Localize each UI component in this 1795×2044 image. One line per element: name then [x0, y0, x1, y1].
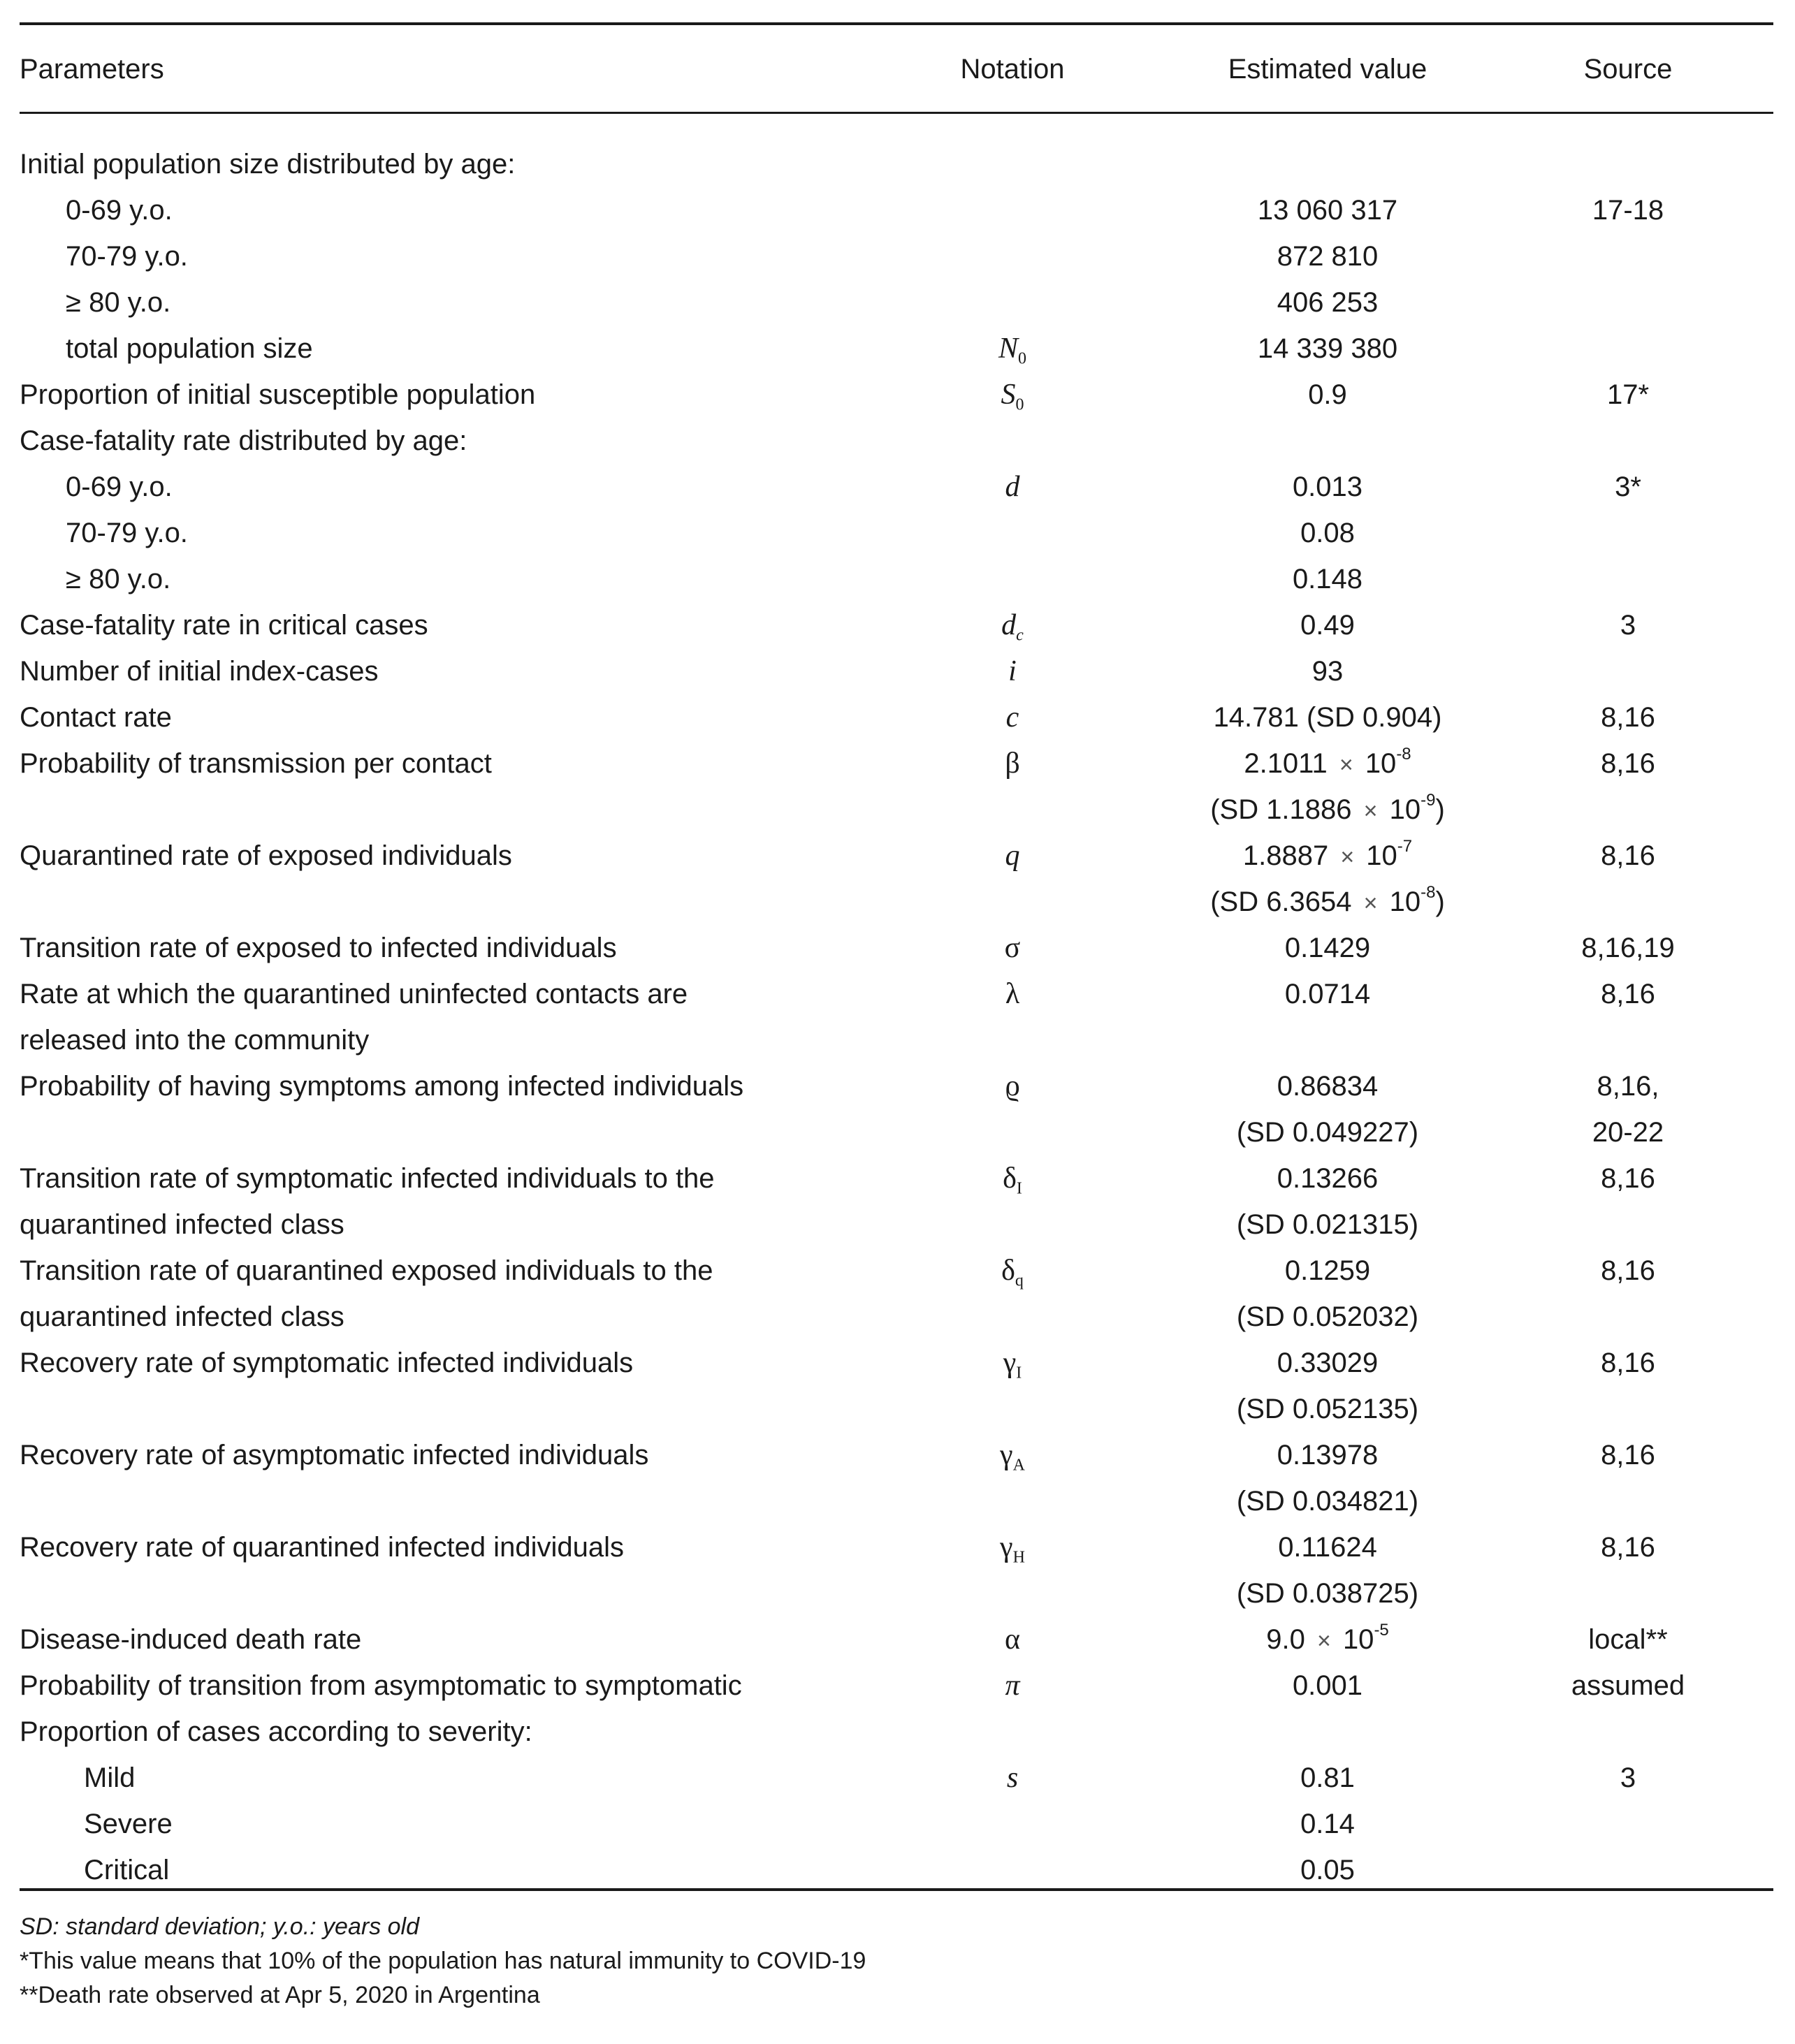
source-ref: 8,16: [1601, 979, 1655, 1009]
table-row: [0, 372, 1795, 418]
table-row-continued: [0, 1478, 1795, 1524]
parameter-label: Recovery rate of quarantined infected individuals: [20, 1532, 624, 1563]
estimated-value: 0.08: [1300, 518, 1355, 548]
parameter-label: Contact rate: [20, 702, 172, 733]
estimated-value: 93: [1311, 656, 1344, 687]
parameter-label: ≥ 80 y.o.: [66, 564, 171, 594]
table-row: [0, 187, 1795, 233]
parameter-label: Recovery rate of symptomatic infected individuals: [20, 1348, 634, 1378]
table-row: [0, 1709, 1795, 1755]
table-row: [0, 1801, 1795, 1847]
header-source: Source: [1583, 54, 1673, 85]
table-row: [0, 464, 1795, 510]
estimated-value: $2.1011 \times 10^{-8}$: [1244, 744, 1411, 779]
estimated-value: 14 339 380: [1257, 333, 1398, 364]
parameter-label: total population size: [66, 333, 313, 364]
footnote-abbreviations: SD: standard deviation; y.o.: years old: [20, 1913, 420, 1940]
footnote-single-asterisk: *This value means that 10% of the population has natural immunity to COVID-19: [20, 1948, 866, 1974]
parameter-label: Case-fatality rate in critical cases: [20, 610, 428, 641]
table-row: [0, 602, 1795, 648]
table-row: [0, 971, 1795, 1017]
parameter-label: Recovery rate of asymptomatic infected individuals: [20, 1440, 649, 1470]
table-row: [0, 556, 1795, 602]
table-bottom-rule: [20, 1888, 1773, 1891]
parameter-label: Number of initial index-cases: [20, 656, 379, 687]
parameter-label: 70-79 y.o.: [66, 518, 188, 548]
source-ref: 3: [1620, 610, 1636, 641]
notation-symbol: λ: [1005, 978, 1020, 1010]
estimated-value: 0.86834: [1277, 1071, 1379, 1102]
source-ref-continued: 20-22: [1592, 1117, 1664, 1148]
estimated-value-sd: (SD 0.021315): [1236, 1209, 1419, 1240]
table-row: [0, 1663, 1795, 1709]
table-row-continued: [0, 1017, 1795, 1063]
table-row: [0, 740, 1795, 787]
notation-symbol: σ: [1004, 932, 1021, 964]
table-row: [0, 833, 1795, 879]
parameter-label: 70-79 y.o.: [66, 241, 188, 272]
source-ref: 3: [1620, 1762, 1636, 1793]
table-row: [0, 1755, 1795, 1801]
parameter-label: Proportion of cases according to severity:: [20, 1716, 532, 1747]
estimated-value: 872 810: [1277, 241, 1379, 272]
table-row-continued: [0, 1202, 1795, 1248]
parameter-label: Severe: [84, 1809, 173, 1839]
source-ref: 17-18: [1592, 195, 1664, 226]
parameter-label: Critical: [84, 1855, 170, 1885]
parameter-label-continued: quarantined infected class: [20, 1209, 344, 1240]
header-parameters: Parameters: [20, 54, 164, 85]
table-row-continued: [0, 787, 1795, 833]
notation-symbol: $d_c$: [1001, 609, 1024, 645]
table-row: [0, 1063, 1795, 1109]
header-estimated-value: Estimated value: [1228, 54, 1427, 85]
estimated-value: 14.781 (SD 0.904): [1213, 702, 1442, 733]
source-ref: 8,16: [1601, 702, 1655, 733]
source-ref: 8,16: [1601, 840, 1655, 871]
source-ref: local**: [1588, 1624, 1668, 1655]
table-row: [0, 326, 1795, 372]
estimated-value: 0.05: [1300, 1855, 1355, 1885]
source-ref: 8,16: [1601, 1532, 1655, 1563]
notation-symbol: $\delta_q$: [1001, 1255, 1024, 1290]
table-row: [0, 1432, 1795, 1478]
source-ref: 17*: [1606, 379, 1650, 410]
notation-symbol: β: [1005, 747, 1020, 780]
parameter-label: Disease-induced death rate: [20, 1624, 362, 1655]
estimated-value: 0.81: [1300, 1762, 1355, 1793]
source-ref: 3*: [1615, 472, 1641, 502]
notation-symbol: $\gamma_A$: [1000, 1439, 1025, 1475]
parameter-label: Probability of having symptoms among infected individuals: [20, 1071, 744, 1102]
table-top-rule: [20, 22, 1773, 25]
table-row-continued: [0, 1570, 1795, 1616]
source-ref: 8,16: [1601, 1440, 1655, 1470]
estimated-value: $9.0 \times 10^{-5}$: [1266, 1620, 1389, 1655]
table-row-continued: [0, 1386, 1795, 1432]
parameter-label-continued: quarantined infected class: [20, 1301, 344, 1332]
estimated-value: 0.49: [1300, 610, 1355, 641]
estimated-value: 406 253: [1277, 287, 1379, 318]
source-ref: 8,16,: [1597, 1071, 1659, 1102]
table-row-continued: [0, 1109, 1795, 1155]
estimated-value: 0.11624: [1278, 1532, 1377, 1563]
notation-symbol: i: [1008, 655, 1017, 687]
estimated-value-sd: (SD 0.034821): [1236, 1486, 1419, 1517]
footnote-double-asterisk: **Death rate observed at Apr 5, 2020 in Argentina: [20, 1982, 540, 2008]
estimated-value-sd: (SD $6.3654 \times 10^{-8}$): [1210, 882, 1445, 917]
estimated-value: 0.148: [1292, 564, 1363, 594]
parameter-label: Transition rate of quarantined exposed individuals to the: [20, 1255, 713, 1286]
source-ref: 8,16,19: [1581, 933, 1675, 963]
estimated-value: 0.0714: [1284, 979, 1371, 1009]
notation-symbol: s: [1006, 1762, 1019, 1794]
estimated-value: 13 060 317: [1257, 195, 1398, 226]
estimated-value: 0.14: [1300, 1809, 1355, 1839]
notation-symbol: α: [1004, 1623, 1020, 1656]
estimated-value-sd: (SD 0.038725): [1236, 1578, 1419, 1609]
estimated-value: 0.1259: [1284, 1255, 1371, 1286]
estimated-value: 0.013: [1292, 472, 1363, 502]
source-ref: assumed: [1571, 1670, 1685, 1701]
source-ref: 8,16: [1601, 748, 1655, 779]
estimated-value: 0.001: [1292, 1670, 1363, 1701]
estimated-value: 0.13266: [1277, 1163, 1379, 1194]
estimated-value: 0.1429: [1284, 933, 1371, 963]
notation-symbol: $S_0$: [1001, 379, 1024, 414]
source-ref: 8,16: [1601, 1255, 1655, 1286]
parameter-label: ≥ 80 y.o.: [66, 287, 171, 318]
parameter-label: Mild: [84, 1762, 136, 1793]
parameter-label: Case-fatality rate distributed by age:: [20, 425, 467, 456]
parameter-label: Initial population size distributed by age:: [20, 149, 516, 180]
table-header-row: [0, 46, 1795, 92]
table-row: [0, 648, 1795, 694]
table-row: [0, 233, 1795, 279]
notation-symbol: $N_0$: [998, 333, 1026, 368]
estimated-value: 0.33029: [1277, 1348, 1379, 1378]
parameter-label-continued: released into the community: [20, 1025, 370, 1056]
source-ref: 8,16: [1601, 1163, 1655, 1194]
estimated-value: $1.8887 \times 10^{-7}$: [1242, 836, 1413, 871]
source-ref: 8,16: [1601, 1348, 1655, 1378]
notation-symbol: q: [1005, 840, 1020, 872]
table-row-continued: [0, 1294, 1795, 1340]
estimated-value-sd: (SD 0.052032): [1236, 1301, 1419, 1332]
estimated-value-sd: (SD $1.1886 \times 10^{-9}$): [1210, 790, 1445, 825]
table-row: [0, 279, 1795, 326]
parameter-label: Rate at which the quarantined uninfected contacts are: [20, 979, 688, 1009]
table-row: [0, 1155, 1795, 1202]
table-row: [0, 510, 1795, 556]
parameter-label: 0-69 y.o.: [66, 472, 173, 502]
header-notation: Notation: [960, 54, 1065, 85]
table-row: [0, 141, 1795, 187]
notation-symbol: $\gamma_I$: [1003, 1347, 1022, 1382]
table-row: [0, 1340, 1795, 1386]
notation-symbol: π: [1005, 1670, 1020, 1702]
notation-symbol: $\delta_I$: [1003, 1162, 1022, 1198]
parameter-label: Probability of transmission per contact: [20, 748, 492, 779]
parameter-label: Proportion of initial susceptible population: [20, 379, 536, 410]
parameter-label: Transition rate of exposed to infected individuals: [20, 933, 617, 963]
parameter-label: Transition rate of symptomatic infected individuals to the: [20, 1163, 715, 1194]
parameter-label: Probability of transition from asymptomatic to symptomatic: [20, 1670, 742, 1701]
table-row: [0, 1847, 1795, 1893]
table-header-rule: [20, 112, 1773, 114]
table-row: [0, 1248, 1795, 1294]
estimated-value-sd: (SD 0.049227): [1236, 1117, 1419, 1148]
table-row: [0, 694, 1795, 740]
notation-symbol: $\gamma_H$: [1000, 1531, 1025, 1567]
notation-symbol: d: [1005, 471, 1020, 503]
table-row: [0, 1616, 1795, 1663]
estimated-value-sd: (SD 0.052135): [1236, 1394, 1419, 1424]
parameter-label: 0-69 y.o.: [66, 195, 173, 226]
table-row: [0, 925, 1795, 971]
table-row: [0, 418, 1795, 464]
table-row: [0, 1524, 1795, 1570]
notation-symbol: c: [1005, 701, 1019, 733]
parameter-label: Quarantined rate of exposed individuals: [20, 840, 512, 871]
notation-symbol: ϱ: [1005, 1070, 1020, 1102]
estimated-value: 0.9: [1308, 379, 1347, 410]
table-row-continued: [0, 879, 1795, 925]
estimated-value: 0.13978: [1277, 1440, 1379, 1470]
